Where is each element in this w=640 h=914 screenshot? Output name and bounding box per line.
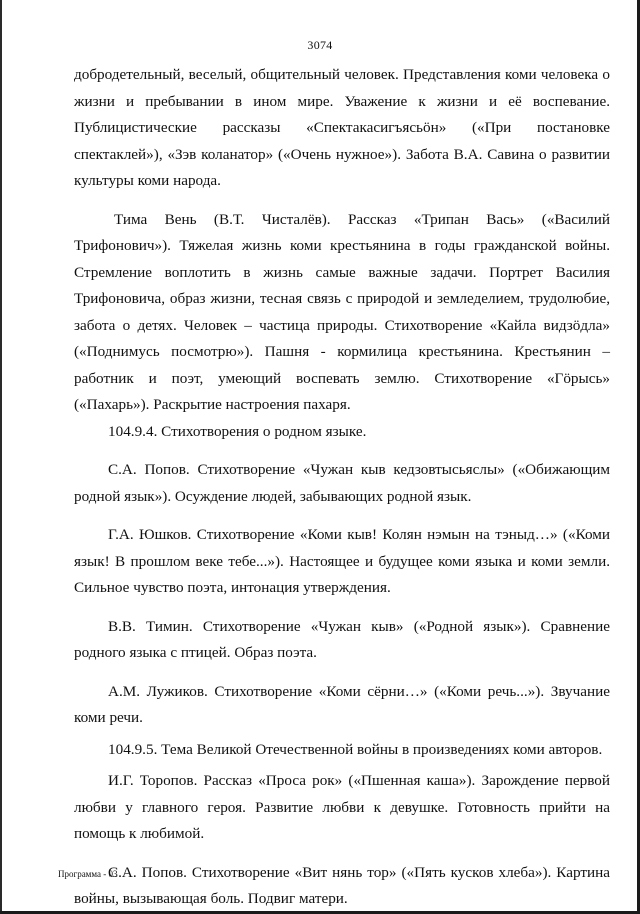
- paragraph-toropov: И.Г. Торопов. Рассказ «Проса рок» («Пшенная каша»). Зарождение первой любви у главного героя. Развитие любви к девушке. Готовность прийти на помощь к любимой.: [74, 772, 610, 842]
- document-body: [74, 62, 610, 913]
- paragraph-popov-native-language: С.А. Попов. Стихотворение «Чужан кыв кедзовтысьяслы» («Обижающим родной язык»). Осуждение людей, забывающих родной язык.: [74, 461, 610, 505]
- footer-program-label: Программа - 03: [58, 869, 118, 879]
- paragraph-savin-continuation: добродетельный, веселый, общительный человек. Представления коми человека о жизни и пребывании в ином мире. Уважение к жизни и её воспевание. Публицистические рассказы «Спектакасигъясьӧн» («При постановке спектаклей»), «Зэв коланатор» («Очень нужное»). Забота В.А. Савина о развитии культуры коми народа.: [74, 66, 610, 189]
- scan-border-left: [0, 0, 2, 914]
- page-number: 3074: [307, 38, 333, 52]
- paragraph-tima-ven: Тима Вень (В.Т. Чисталёв). Рассказ «Трипан Вась» («Василий Трифонович»). Тяжелая жизнь коми крестьянина в годы гражданской войны. Стремление воплотить в жизнь самые важные задачи. Портрет Василия Трифоновича, образ жизни, тесная связь с природой и земледелием, трудолюбие, забота о детях. Человек – частица природы. Стихотворение «Кайла видзӧдла» («Поднимусь посмотрю»). Пашня - кормилица крестьянина. Крестьянин – работник и поэт, умеющий воспевать землю. Стихотворение «Гӧрысь» («Пахарь»). Раскрытие настроения пахаря.: [74, 210, 610, 413]
- paragraph-yushkov: Г.А. Юшков. Стихотворение «Коми кыв! Колян нэмын на тэныд…» («Коми язык! В прошлом веке тебе...»). Настоящее и будущее коми языка и коми земли. Сильное чувство поэта, интонация утверждения.: [74, 526, 610, 596]
- section-heading-war-theme: 104.9.5. Тема Великой Отечественной войны в произведениях коми авторов.: [108, 740, 603, 758]
- paragraph-luzhikov: А.М. Лужиков. Стихотворение «Коми сёрни…» («Коми речь...»). Звучание коми речи.: [74, 682, 610, 726]
- paragraph-popov-bread: С.А. Попов. Стихотворение «Вит нянь тор» («Пять кусков хлеба»). Картина войны, вызывающая боль. Подвиг матери.: [74, 863, 610, 907]
- section-heading-native-language: 104.9.4. Стихотворения о родном языке.: [108, 422, 367, 440]
- paragraph-timin: В.В. Тимин. Стихотворение «Чужан кыв» («Родной язык»). Сравнение родного языка с птицей. Образ поэта.: [74, 617, 610, 661]
